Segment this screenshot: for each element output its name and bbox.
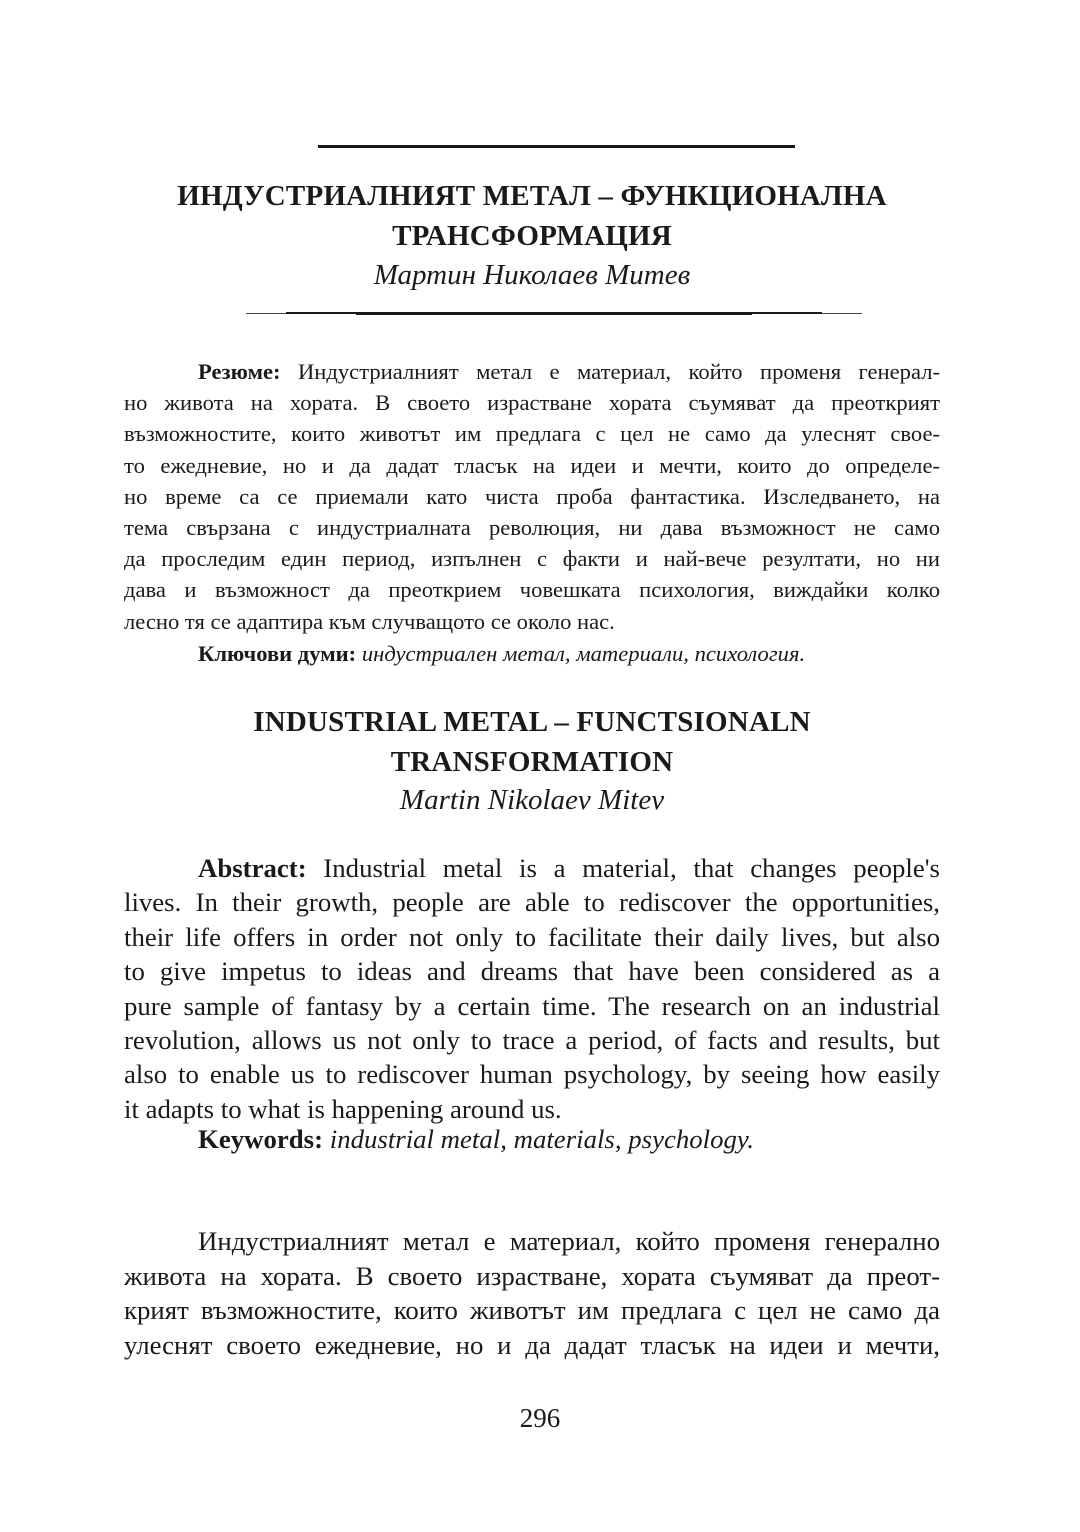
abstract-en-line-5: pure sample of fantasy by a certain time. The research on an industrial (124, 990, 940, 1021)
abstract-bg-line-2: но живота на хората. В своето израстване хората съумяват да преоткрият (124, 390, 940, 416)
abstract-bg-line-4: то ежедневие, но и да дадат тласък на идеи и мечти, които до определе- (124, 452, 940, 478)
abstract-en-line-2: lives. In their growth, people are able to rediscover the opportunities, (124, 887, 940, 918)
keywords-bg (198, 638, 805, 669)
abstract-en-label: Abstract: (198, 853, 307, 883)
keywords-en-label: Keywords: (198, 1124, 324, 1154)
abstract-bg-line-1: Резюме: Индустриалният метал е материал, който променя генерал- (198, 359, 940, 384)
abstract-bg-line-8: дава и възможност да преоткрием човешката психология, виждайки колко (124, 577, 940, 603)
author-en: Martin Nikolaev Mitev (399, 784, 665, 816)
abstract-bg-line-5: но време са се приемали като чиста проба фантастика. Изследването, на (124, 483, 940, 509)
body-line-4: улеснят своето ежедневие, но и да дадат тласък на идеи и мечти, (124, 1329, 940, 1360)
bottom-rule-thick (356, 312, 752, 316)
abstract-bg-line-6: тема свързана с индустриалната революция, ни дава възможност не само (124, 515, 940, 541)
article-title-bg-line-2: ТРАНСФОРМАЦИЯ (392, 220, 672, 252)
abstract-en-line-4: to give impetus to ideas and dreams that have been considered as a (124, 956, 940, 987)
page-number: 296 (519, 1403, 561, 1433)
abstract-bg-line-9: лесно тя се адаптира към случващото се около нас. (124, 608, 615, 634)
abstract-en-line-6: revolution, allows us not only to trace a period, of facts and results, but (124, 1025, 940, 1056)
abstract-en-line-1: Abstract: Industrial metal is a material, that changes people's (198, 853, 940, 883)
article-title-en-line-1: INDUSTRIAL METAL – FUNCTSIONALN (253, 706, 811, 738)
article-title-bg (100, 176, 964, 256)
bottom-rule (246, 312, 862, 315)
article-title-en (100, 702, 964, 782)
abstract-bg-line-7: да проследим един период, изпълнен с факти и най-вече резултати, но ни (124, 546, 940, 572)
abstract-en-line-7: also to enable us to rediscover human psychology, by seeing how easily (124, 1059, 940, 1090)
keywords-bg-label: Ключови думи: (198, 641, 357, 666)
body-line-2: живота на хората. В своето израстване, хората съумяват да преот- (124, 1260, 940, 1291)
article-title-en-line-2: TRANSFORMATION (390, 746, 674, 778)
top-rule (318, 145, 795, 148)
body-line-1: Индустриалният метал е материал, който променя генерално (198, 1226, 940, 1256)
keywords-bg-value: индустриален метал, материали, психология. (356, 641, 806, 666)
body-line-3: крият възможностите, които животът им предлага с цел не само да (124, 1295, 940, 1326)
abstract-bg-label: Резюме: (198, 359, 281, 384)
abstract-bg (124, 356, 940, 637)
abstract-bg-line-3: възможностите, които животът им предлага с цел не само да улеснят свое- (124, 421, 940, 447)
keywords-en (198, 1122, 754, 1156)
keywords-en-value: industrial metal, materials, psychology. (323, 1124, 755, 1154)
abstract-en-line-8: it adapts to what is happening around us. (124, 1093, 562, 1124)
body-text (124, 1224, 940, 1362)
article-title-bg-line-1: ИНДУСТРИАЛНИЯТ МЕТАЛ – ФУНКЦИОНАЛНА (177, 180, 887, 212)
abstract-en-line-3: their life offers in order not only to facilitate their daily lives, but also (124, 921, 940, 952)
author-bg: Мартин Николаев Митев (373, 259, 691, 291)
abstract-en (124, 851, 940, 1126)
